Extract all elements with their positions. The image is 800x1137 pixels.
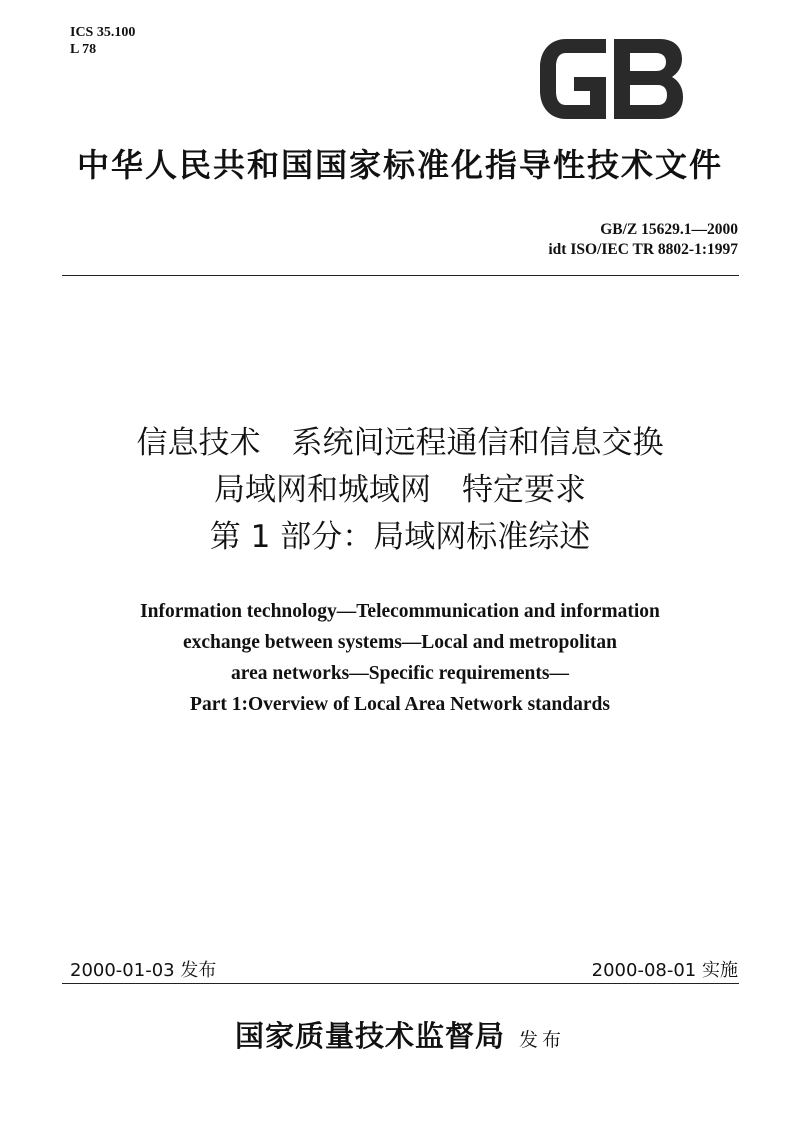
standard-number: GB/Z 15629.1—2000 — [600, 221, 738, 238]
classification-codes — [70, 24, 135, 58]
english-title-line-4: Part 1:Overview of Local Area Network standards — [190, 694, 610, 715]
logo-text: GB — [611, 124, 613, 125]
chinese-title-line-3: 第 1 部分：局域网标准综述 — [209, 519, 591, 555]
chinese-title-line-2: 局域网和城域网 特定要求 — [214, 472, 586, 508]
chinese-title-line-1: 信息技术 系统间远程通信和信息交换 — [136, 425, 664, 461]
footer-divider — [62, 983, 739, 984]
ics-code: ICS 35.100 — [70, 25, 136, 40]
effective-date: 2000-08-01 实施 — [591, 960, 738, 981]
ccs-code: L 78 — [70, 42, 97, 57]
chinese-title — [0, 420, 800, 561]
english-title — [0, 596, 800, 720]
issuing-authority — [0, 1014, 800, 1055]
english-title-line-2: exchange between systems—Local and metropolitan — [182, 632, 618, 653]
issuer-organization: 国家质量技术监督局 — [234, 1019, 505, 1053]
english-title-line-3: area networks—Specific requirements— — [231, 663, 569, 684]
english-title-line-1: Information technology—Telecommunication and information — [140, 601, 660, 622]
issuer-action: 发布 — [519, 1029, 566, 1051]
issue-date: 2000-01-03 发布 — [70, 960, 217, 981]
standard-identifier — [548, 220, 738, 260]
header-divider — [62, 275, 739, 276]
standard-equivalence: idt ISO/IEC TR 8802-1:1997 — [548, 241, 738, 258]
gb-logo — [536, 33, 686, 125]
document-type-heading: 中华人民共和国国家标准化指导性技术文件 — [76, 146, 723, 184]
